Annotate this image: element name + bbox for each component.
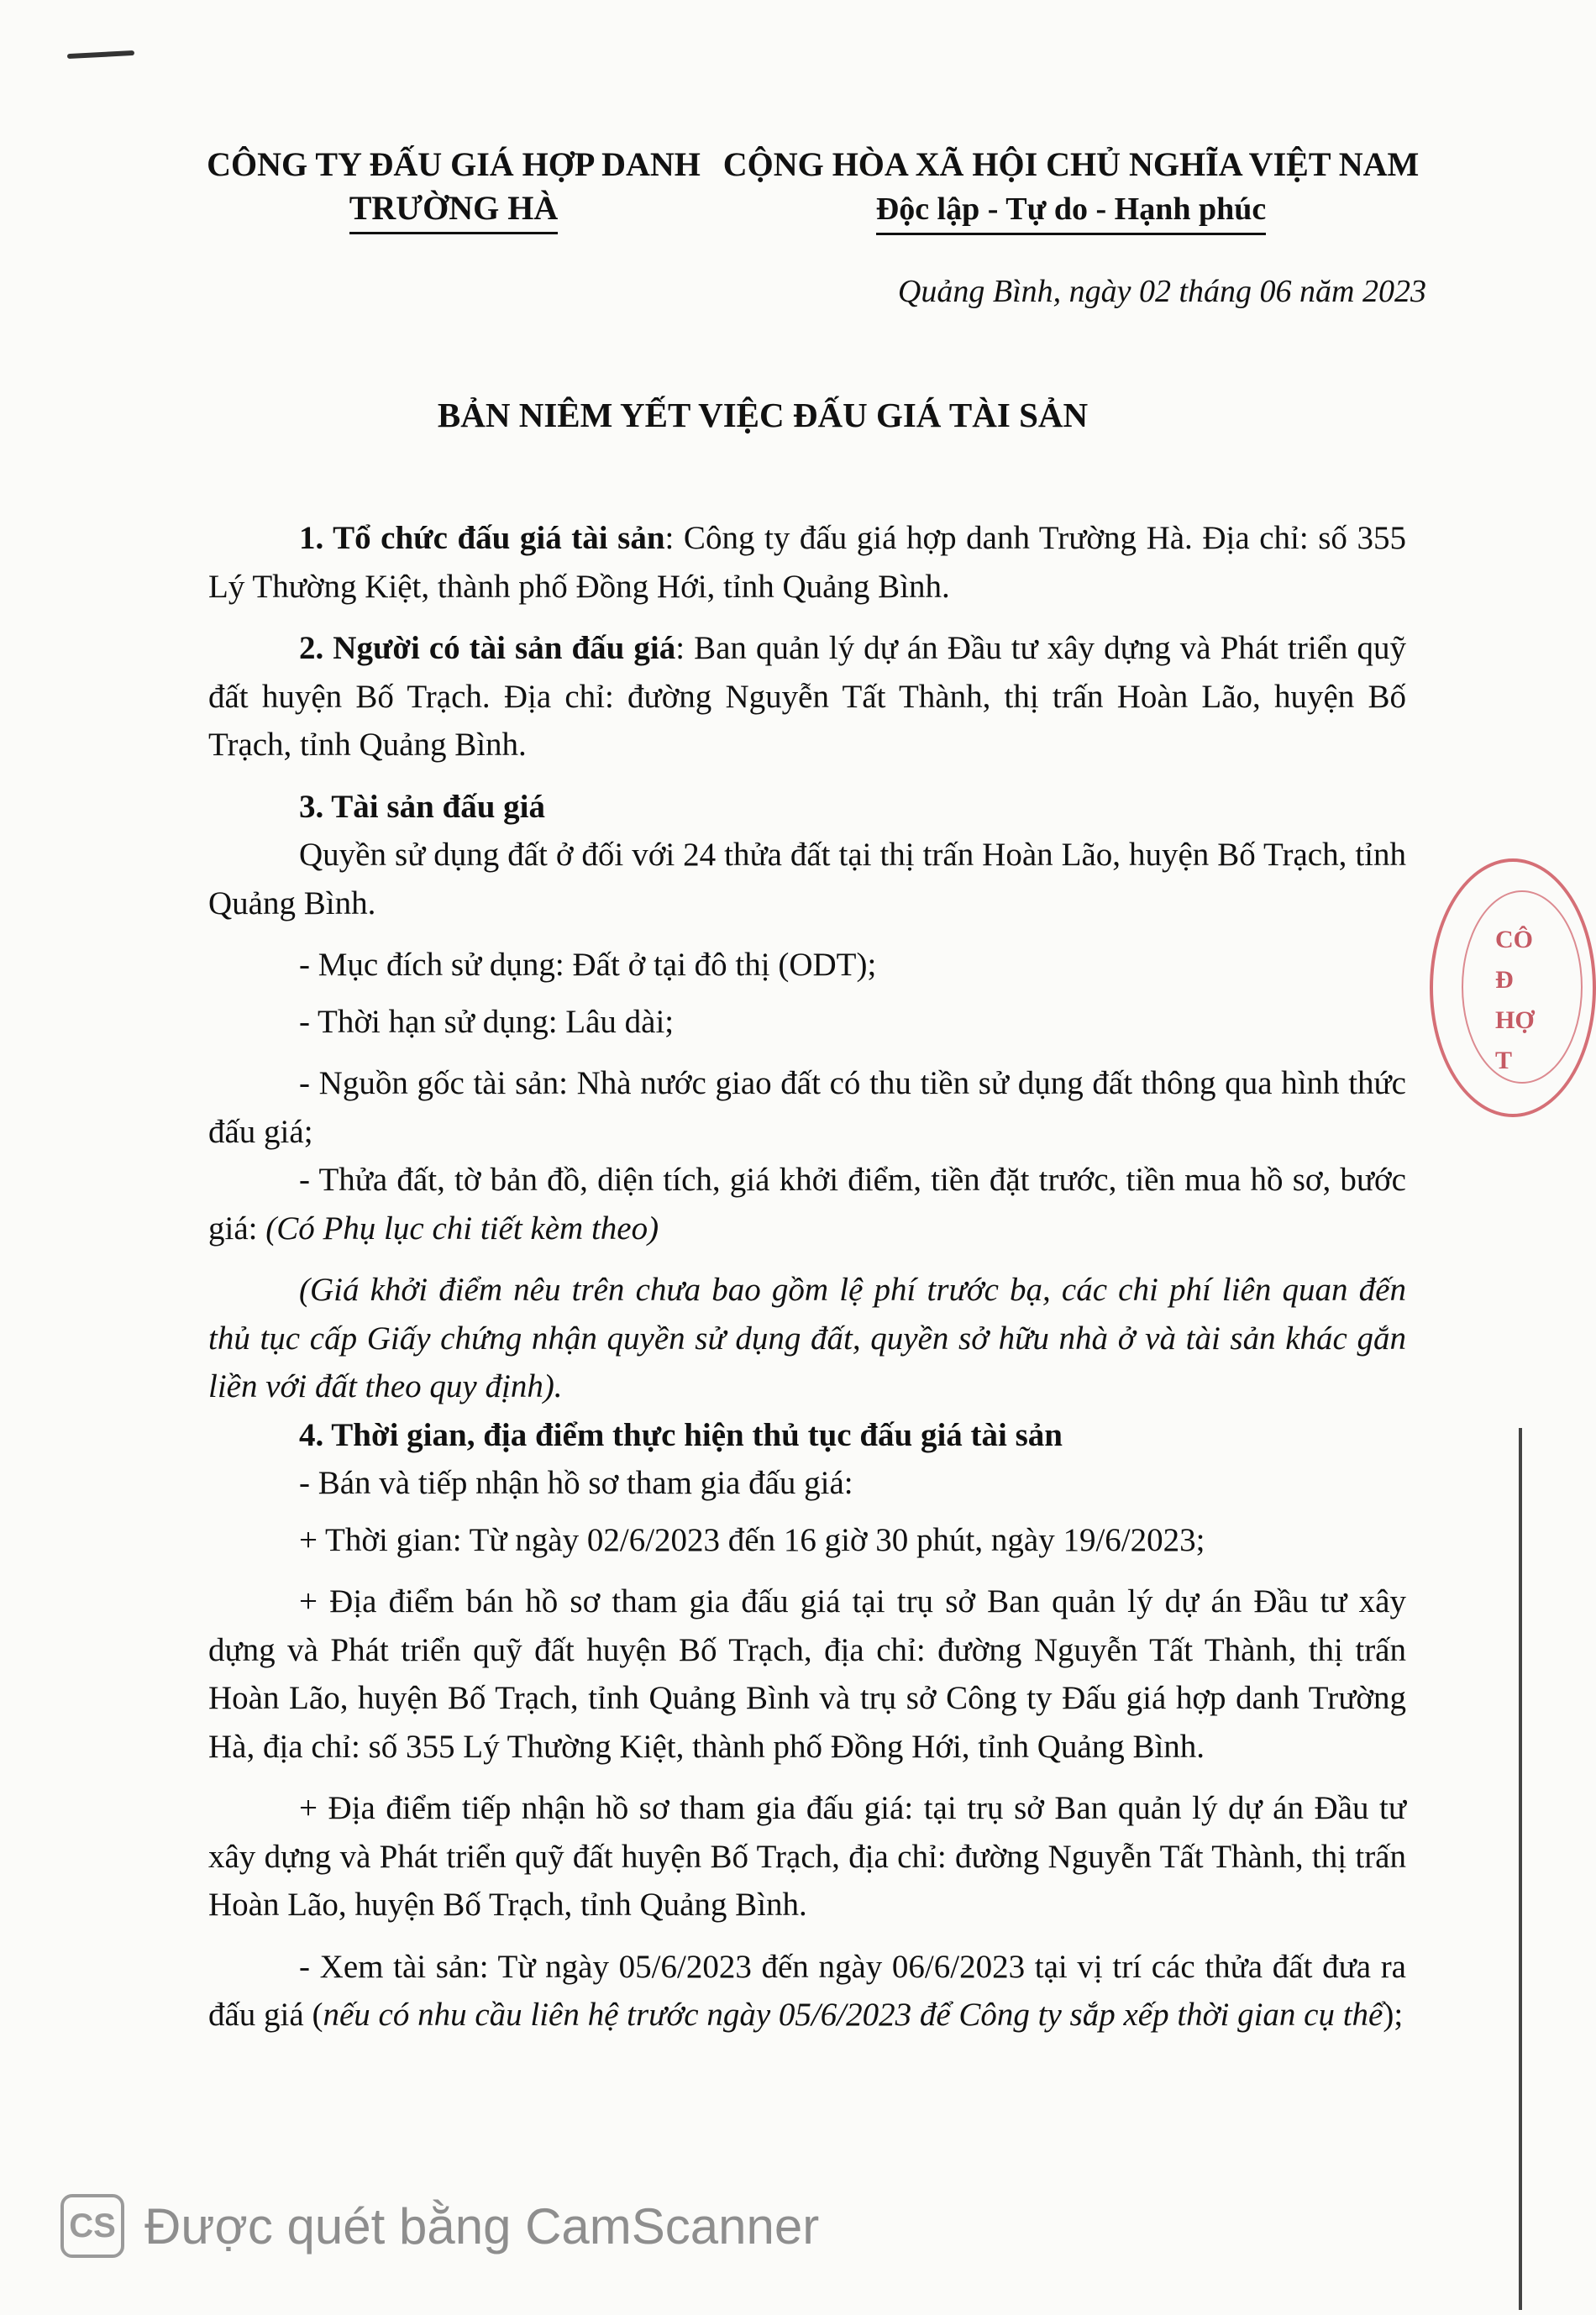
red-seal-text: CÔ Đ HỢ T xyxy=(1495,926,1535,1074)
section-4-viewing: - Xem tài sản: Từ ngày 05/6/2023 đến ngày 06/6/2023 tại vị trí các thửa đất đưa ra đấu giá (nếu có nhu cầu liên hệ trước ngày 05/6/2023 để Công ty sắp xếp thời gian cụ thể); xyxy=(208,1948,1406,2033)
document-body xyxy=(208,514,1406,2039)
camscanner-watermark xyxy=(60,2192,819,2260)
section-4-sale: - Bán và tiếp nhận hồ sơ tham gia đấu giá: xyxy=(299,1465,853,1501)
camscanner-logo-icon: CS xyxy=(60,2194,124,2258)
section-3-origin: - Nguồn gốc tài sản: Nhà nước giao đất có thu tiền sử dụng đất thông qua hình thức đấu giá; xyxy=(208,1065,1406,1150)
scan-edge-artifact xyxy=(1519,1428,1522,2310)
section-4-heading: 4. Thời gian, địa điểm thực hiện thủ tục đấu giá tài sản xyxy=(299,1416,1063,1453)
document-title: BẢN NIÊM YẾT VIỆC ĐẤU GIÁ TÀI SẢN xyxy=(437,396,1089,434)
section-4-sale-location: + Địa điểm bán hồ sơ tham gia đấu giá tại trụ sở Ban quản lý dự án Đầu tư xây dựng và Phát triển quỹ đất huyện Bố Trạch, địa chỉ: đường Nguyễn Tất Thành, thị trấn Hoàn Lão, huyện Bố Trạch, tỉnh Quảng Bình và trụ sở Công ty Đấu giá hợp danh Trường Hà, địa chỉ: số 355 Lý Thường Kiệt, thành phố Đồng Hới, tỉnh Quảng Bình. xyxy=(208,1583,1406,1765)
section-3-duration: - Thời hạn sử dụng: Lâu dài; xyxy=(299,1003,675,1040)
section-4-time: + Thời gian: Từ ngày 02/6/2023 đến 16 giờ 30 phút, ngày 19/6/2023; xyxy=(299,1521,1205,1558)
company-name-line2: TRƯỜNG HÀ xyxy=(349,186,559,234)
section-2: 2. Người có tài sản đấu giá: Ban quản lý dự án Đầu tư xây dựng và Phát triển quỹ đất huyện Bố Trạch. Địa chỉ: đường Nguyễn Tất Thành, thị trấn Hoàn Lão, huyện Bố Trạch, tỉnh Quảng Bình. xyxy=(208,630,1407,763)
section-3-parcels: - Thửa đất, tờ bản đồ, diện tích, giá khởi điểm, tiền đặt trước, tiền mua hồ sơ, bước giá: (Có Phụ lục chi tiết kèm theo) xyxy=(208,1162,1406,1247)
section-1-label: 1. Tổ chức đấu giá tài sản xyxy=(299,520,665,556)
scan-artifact xyxy=(67,50,134,59)
camscanner-text: Được quét bằng CamScanner xyxy=(144,2197,820,2255)
section-2-label: 2. Người có tài sản đấu giá xyxy=(299,630,676,666)
company-name-line1: CÔNG TY ĐẤU GIÁ HỢP DANH xyxy=(207,145,701,183)
section-3-note: (Giá khởi điểm nêu trên chưa bao gồm lệ phí trước bạ, các chi phí liên quan đến thủ tục cấp Giấy chứng nhận quyền sử dụng đất, quyền sở hữu nhà ở và tài sản khác gắn liền với đất theo quy định). xyxy=(208,1272,1406,1404)
national-header xyxy=(714,143,1428,235)
national-motto: Độc lập - Tự do - Hạnh phúc xyxy=(876,187,1267,235)
section-4-receive-location: + Địa điểm tiếp nhận hồ sơ tham gia đấu giá: tại trụ sở Ban quản lý dự án Đầu tư xây dựng và Phát triển quỹ đất huyện Bố Trạch, địa chỉ: đường Nguyễn Tất Thành, thị trấn Hoàn Lão, huyện Bố Trạch, tỉnh Quảng Bình. xyxy=(208,1790,1406,1923)
section-3-purpose: - Mục đích sử dụng: Đất ở tại đô thị (ODT); xyxy=(299,947,877,983)
section-1: 1. Tổ chức đấu giá tài sản: Công ty đấu giá hợp danh Trường Hà. Địa chỉ: số 355 Lý Thường Kiệt, thành phố Đồng Hới, tỉnh Quảng Bình. xyxy=(208,520,1406,605)
section-3-heading: 3. Tài sản đấu giá xyxy=(299,788,545,825)
republic-title: CỘNG HÒA XÃ HỘI CHỦ NGHĨA VIỆT NAM xyxy=(722,145,1420,183)
date-line: Quảng Bình, ngày 02 tháng 06 năm 2023 xyxy=(897,274,1426,309)
company-header xyxy=(193,143,714,234)
section-3-paragraph: Quyền sử dụng đất ở đối với 24 thửa đất tại thị trấn Hoàn Lão, huyện Bố Trạch, tỉnh Quảng Bình. xyxy=(208,837,1406,921)
